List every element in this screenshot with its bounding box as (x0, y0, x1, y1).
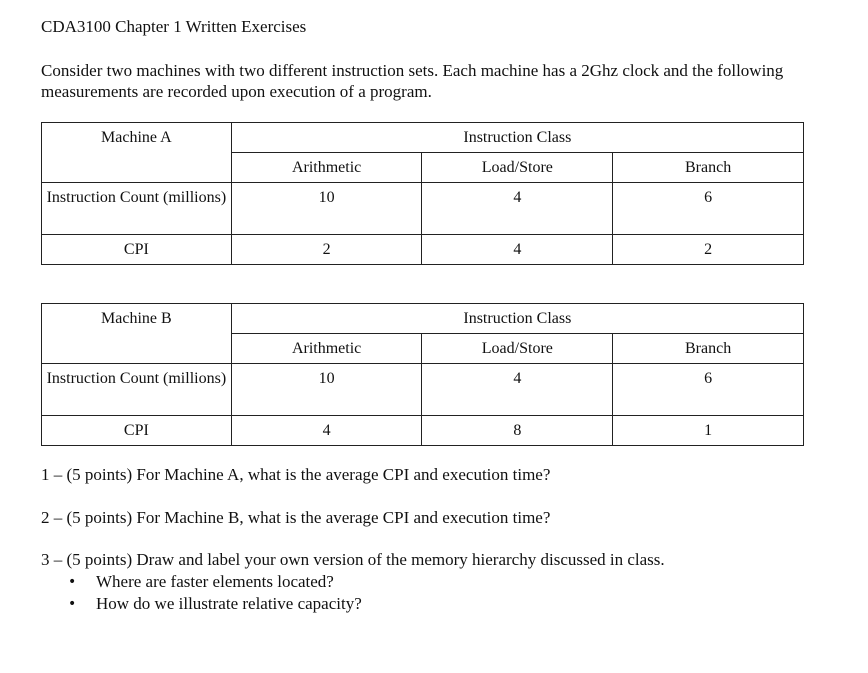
table-cell: 4 (231, 416, 422, 446)
list-item (60, 593, 362, 615)
table-cell: 8 (422, 416, 613, 446)
table-cell: 6 (613, 364, 804, 416)
question-3: 3 – (5 points) Draw and label your own version of the memory hierarchy discussed in class. (41, 550, 665, 569)
bullet-text: Where are faster elements located? (96, 572, 334, 591)
cpi-label: CPI (42, 235, 232, 265)
table-cell: 2 (613, 235, 804, 265)
instruction-count-label: Instruction Count (millions) (42, 183, 232, 235)
bullet-icon: • (68, 574, 77, 590)
table-cell: 10 (231, 183, 422, 235)
machine-label: Machine A (42, 123, 232, 183)
instruction-class-header: Instruction Class (231, 304, 803, 334)
class-branch-header: Branch (613, 153, 804, 183)
table-cell: 1 (613, 416, 804, 446)
question-2: 2 – (5 points) For Machine B, what is the average CPI and execution time? (41, 508, 551, 527)
table-cell: 4 (422, 183, 613, 235)
table-cell: 6 (613, 183, 804, 235)
machine-b-table (41, 303, 804, 446)
bullet-text: How do we illustrate relative capacity? (96, 594, 362, 613)
list-item (60, 571, 362, 593)
intro-paragraph: Consider two machines with two different instruction sets. Each machine has a 2Ghz clock and the following measurements are recorded upon execution of a program. (41, 61, 784, 101)
table-cell: 2 (231, 235, 422, 265)
machine-a-table (41, 122, 804, 265)
table-cell: 4 (422, 235, 613, 265)
class-arithmetic-header: Arithmetic (231, 334, 422, 364)
question-1: 1 – (5 points) For Machine A, what is the average CPI and execution time? (41, 465, 551, 484)
class-arithmetic-header: Arithmetic (231, 153, 422, 183)
table-cell: 4 (422, 364, 613, 416)
class-load-store-header: Load/Store (422, 153, 613, 183)
machine-label: Machine B (42, 304, 232, 364)
question-3-bullets (60, 571, 362, 615)
class-load-store-header: Load/Store (422, 334, 613, 364)
class-branch-header: Branch (613, 334, 804, 364)
instruction-class-header: Instruction Class (231, 123, 803, 153)
document-title: CDA3100 Chapter 1 Written Exercises (41, 17, 307, 36)
table-cell: 10 (231, 364, 422, 416)
bullet-icon: • (68, 596, 77, 612)
instruction-count-label: Instruction Count (millions) (42, 364, 232, 416)
cpi-label: CPI (42, 416, 232, 446)
